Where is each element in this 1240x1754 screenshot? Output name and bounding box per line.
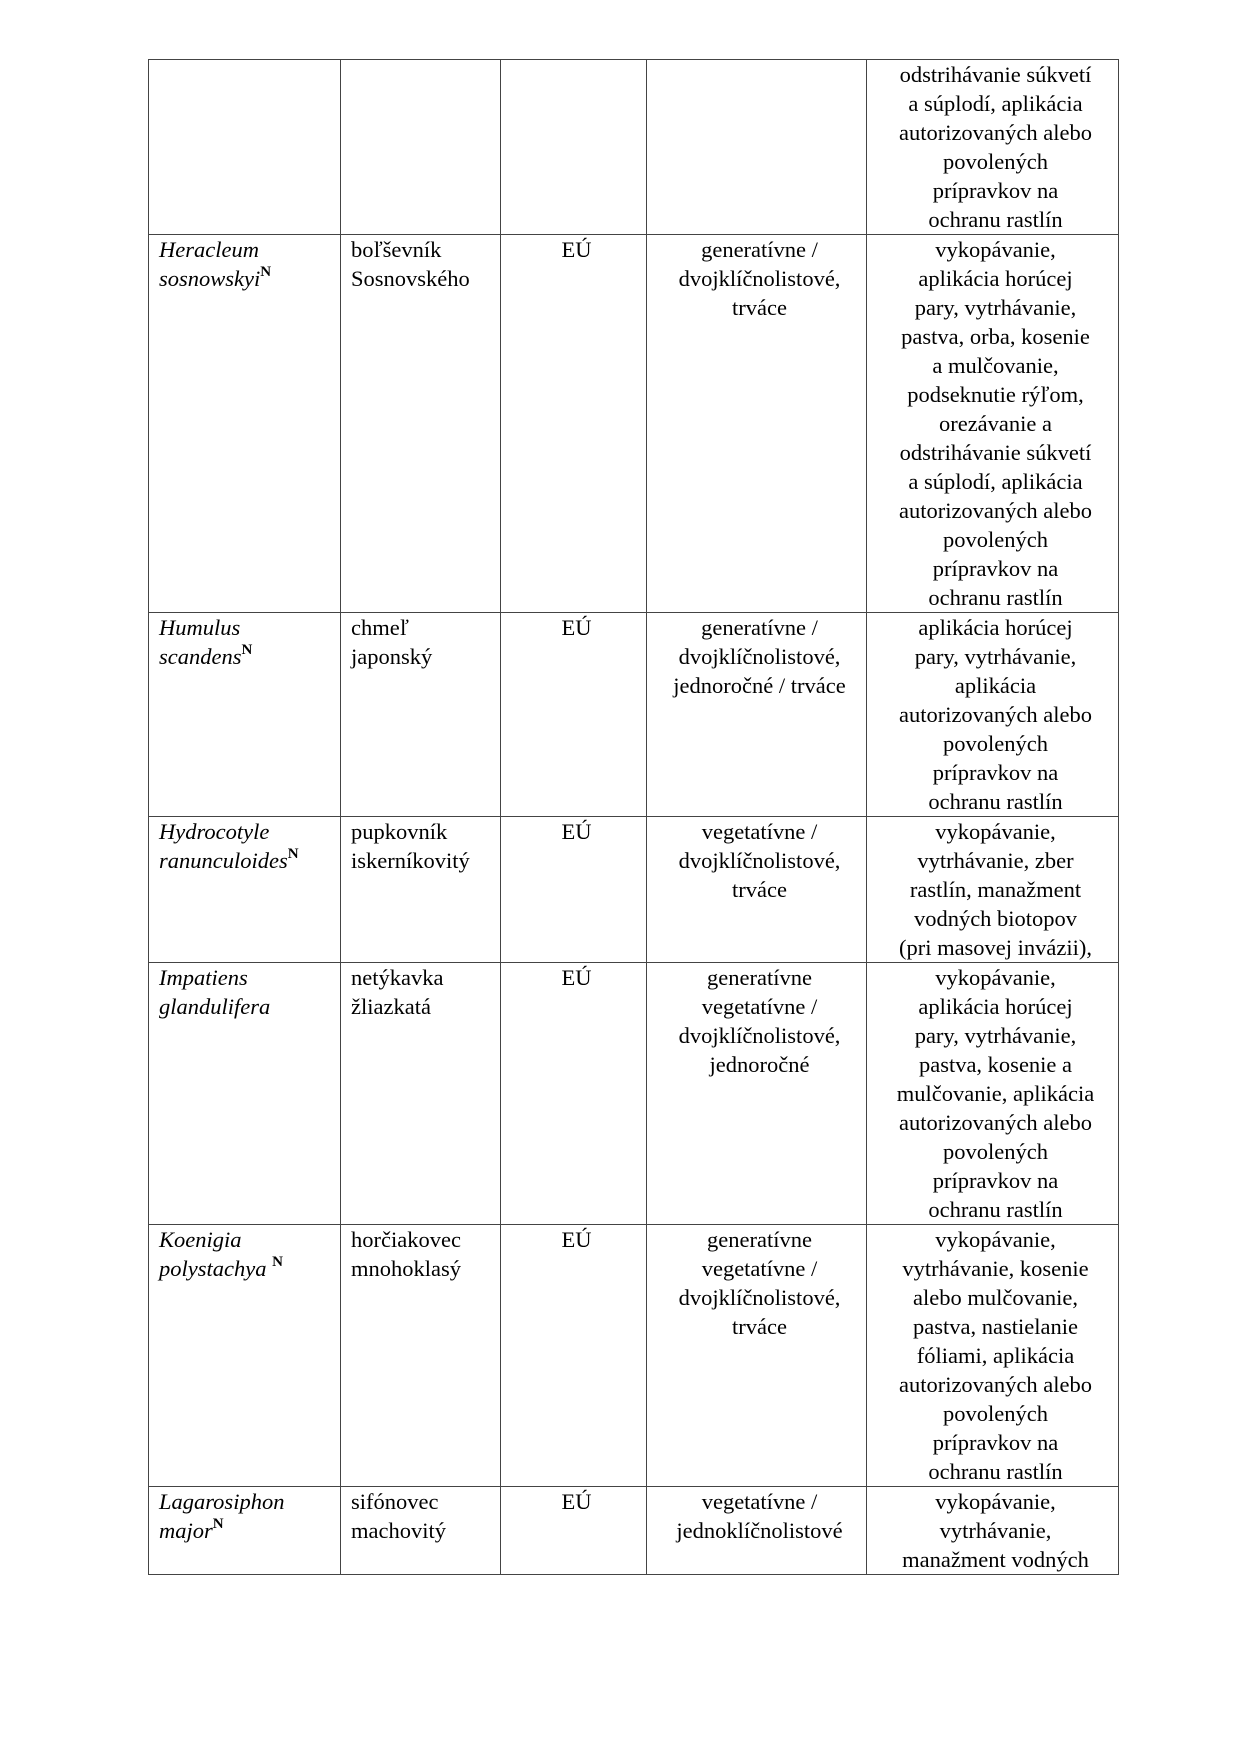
management-line: odstrihávanie súkvetí [899,440,1092,465]
common-name-cell [341,1487,501,1575]
latin-name-line [159,963,336,992]
common-name-cell [341,60,501,235]
latin-name-text: ranunculoides [159,848,288,873]
common-name-line: iskerníkovitý [351,848,470,873]
management-line: povolených [943,1401,1048,1426]
reproduction-line: generatívne / [701,237,818,262]
status-text: EÚ [561,237,592,262]
management-line: pastva, nastielanie [913,1314,1078,1339]
status-cell [501,817,647,963]
native-marker: N [287,845,299,862]
common-name-cell [341,613,501,817]
reproduction-line: generatívne [707,1227,812,1252]
reproduction-line: jednoklíčnolistové [676,1518,843,1543]
management-line: prípravkov na [932,760,1059,785]
common-name-line: chmeľ [351,615,409,640]
latin-name-line [159,235,336,264]
status-text: EÚ [561,965,592,990]
status-text: EÚ [561,615,592,640]
latin-name-text: glandulifera [159,994,271,1019]
common-name-line: žliazkatá [351,994,431,1019]
reproduction-line: generatívne / [701,615,818,640]
reproduction-line: dvojklíčnolistové, [678,848,841,873]
latin-name-text: Lagarosiphon [159,1489,285,1514]
management-cell [867,60,1119,235]
management-line: aplikácia horúcej [918,994,1073,1019]
latin-name-line [159,846,336,875]
management-line: pary, vytrhávanie, [914,1023,1077,1048]
management-cell [867,963,1119,1225]
management-line: prípravkov na [932,178,1059,203]
common-name-line: boľševník [351,237,442,262]
management-line: vykopávanie, [935,1489,1056,1514]
common-name-cell [341,817,501,963]
native-marker: N [241,641,253,658]
management-line: ochranu rastlín [928,585,1063,610]
reproduction-line: vegetatívne / [701,1489,818,1514]
table-row [149,613,1119,817]
management-line: autorizovaných alebo [898,1110,1093,1135]
management-cell [867,613,1119,817]
management-line: fóliami, aplikácia [916,1343,1075,1368]
management-line: pary, vytrhávanie, [914,295,1077,320]
management-line: prípravkov na [932,1168,1059,1193]
reproduction-cell [647,60,867,235]
management-cell [867,235,1119,613]
reproduction-cell [647,613,867,817]
management-line: autorizovaných alebo [898,498,1093,523]
management-line: povolených [943,527,1048,552]
latin-name-cell [149,963,341,1225]
management-line: aplikácia horúcej [918,615,1073,640]
management-cell [867,817,1119,963]
management-line: podseknutie rýľom, [907,382,1084,407]
latin-name-text: polystachya [159,1256,267,1281]
management-line: a súplodí, aplikácia [908,469,1083,494]
management-line: prípravkov na [932,556,1059,581]
latin-name-line [159,1254,336,1283]
management-line: vykopávanie, [935,237,1056,262]
management-line: autorizovaných alebo [898,120,1093,145]
reproduction-line: vegetatívne / [701,1256,818,1281]
management-line: ochranu rastlín [928,1197,1063,1222]
status-text: EÚ [561,819,592,844]
status-cell [501,613,647,817]
table-row [149,817,1119,963]
latin-name-text: Hydrocotyle [159,819,270,844]
reproduction-line: generatívne [707,965,812,990]
native-marker: N [272,1253,283,1270]
reproduction-cell [647,235,867,613]
management-line: mulčovanie, aplikácia [896,1081,1095,1106]
latin-name-cell [149,817,341,963]
latin-name-text: Impatiens [159,965,248,990]
common-name-cell [341,235,501,613]
reproduction-line: dvojklíčnolistové, [678,644,841,669]
management-line: manažment vodných [902,1547,1089,1572]
management-cell [867,1487,1119,1575]
latin-name-text: sosnowskyi [159,266,261,291]
common-name-line: japonský [351,644,433,669]
management-line: povolených [943,149,1048,174]
reproduction-line: trváce [732,295,787,320]
reproduction-line: trváce [732,877,787,902]
management-line: pastva, orba, kosenie [901,324,1090,349]
status-cell [501,235,647,613]
latin-name-text: Heracleum [159,237,259,262]
reproduction-line: vegetatívne / [701,994,818,1019]
latin-name-line [159,264,336,293]
latin-name-text: Koenigia [159,1227,242,1252]
management-line: odstrihávanie súkvetí [899,62,1092,87]
common-name-line: mnohoklasý [351,1256,461,1281]
status-cell [501,1487,647,1575]
status-text: EÚ [561,1227,592,1252]
management-line: autorizovaných alebo [898,1372,1093,1397]
common-name-line: pupkovník [351,819,448,844]
common-name-line: netýkavka [351,965,444,990]
latin-name-text: Humulus [159,615,241,640]
reproduction-line: dvojklíčnolistové, [678,1285,841,1310]
management-line: a mulčovanie, [932,353,1059,378]
status-cell [501,1225,647,1487]
management-line: alebo mulčovanie, [913,1285,1078,1310]
native-marker: N [212,1515,224,1532]
management-line: vodných biotopov [913,906,1078,931]
table-row [149,235,1119,613]
common-name-line: horčiakovec [351,1227,461,1252]
management-line: aplikácia [954,673,1037,698]
latin-name-text: scandens [159,644,242,669]
management-line: povolených [943,731,1048,756]
latin-name-line [159,992,336,1021]
latin-name-line [159,817,336,846]
management-line: ochranu rastlín [928,1459,1063,1484]
common-name-cell [341,1225,501,1487]
reproduction-line: dvojklíčnolistové, [678,1023,841,1048]
management-line: vykopávanie, [935,1227,1056,1252]
reproduction-line: trváce [732,1314,787,1339]
table-row [149,963,1119,1225]
management-line: a súplodí, aplikácia [908,91,1083,116]
latin-name-cell [149,613,341,817]
species-table-body [149,60,1119,1575]
status-cell [501,963,647,1225]
management-line: ochranu rastlín [928,789,1063,814]
reproduction-cell [647,1225,867,1487]
reproduction-line: jednoročné [709,1052,810,1077]
common-name-line: Sosnovského [351,266,470,291]
management-line: vykopávanie, [935,819,1056,844]
management-line: vytrhávanie, kosenie [902,1256,1089,1281]
latin-name-text: major [159,1518,213,1543]
management-line: pary, vytrhávanie, [914,644,1077,669]
management-line: autorizovaných alebo [898,702,1093,727]
latin-name-cell [149,235,341,613]
species-table [148,59,1119,1575]
management-line: aplikácia horúcej [918,266,1073,291]
management-line: orezávanie a [938,411,1053,436]
table-row [149,1225,1119,1487]
latin-name-line [159,613,336,642]
management-cell [867,1225,1119,1487]
management-line: rastlín, manažment [909,877,1082,902]
reproduction-line: vegetatívne / [701,819,818,844]
reproduction-line: jednoročné / trváce [673,673,846,698]
latin-name-cell [149,1225,341,1487]
management-line: vytrhávanie, [939,1518,1052,1543]
common-name-line: sifónovec [351,1489,439,1514]
latin-name-line [159,1225,336,1254]
management-line: pastva, kosenie a [918,1052,1073,1077]
latin-name-cell [149,60,341,235]
management-line: ochranu rastlín [928,207,1063,232]
table-row [149,1487,1119,1575]
management-line: prípravkov na [932,1430,1059,1455]
table-row [149,60,1119,235]
management-line: vykopávanie, [935,965,1056,990]
reproduction-cell [647,1487,867,1575]
reproduction-line: dvojklíčnolistové, [678,266,841,291]
reproduction-cell [647,817,867,963]
status-cell [501,60,647,235]
management-line: (pri masovej invázii), [898,935,1093,960]
reproduction-cell [647,963,867,1225]
native-marker: N [260,263,272,280]
common-name-line: machovitý [351,1518,446,1543]
latin-name-cell [149,1487,341,1575]
management-line: povolených [943,1139,1048,1164]
common-name-cell [341,963,501,1225]
management-line: vytrhávanie, zber [917,848,1074,873]
latin-name-line [159,1516,336,1545]
status-text: EÚ [561,1489,592,1514]
latin-name-line [159,642,336,671]
latin-name-line [159,1487,336,1516]
